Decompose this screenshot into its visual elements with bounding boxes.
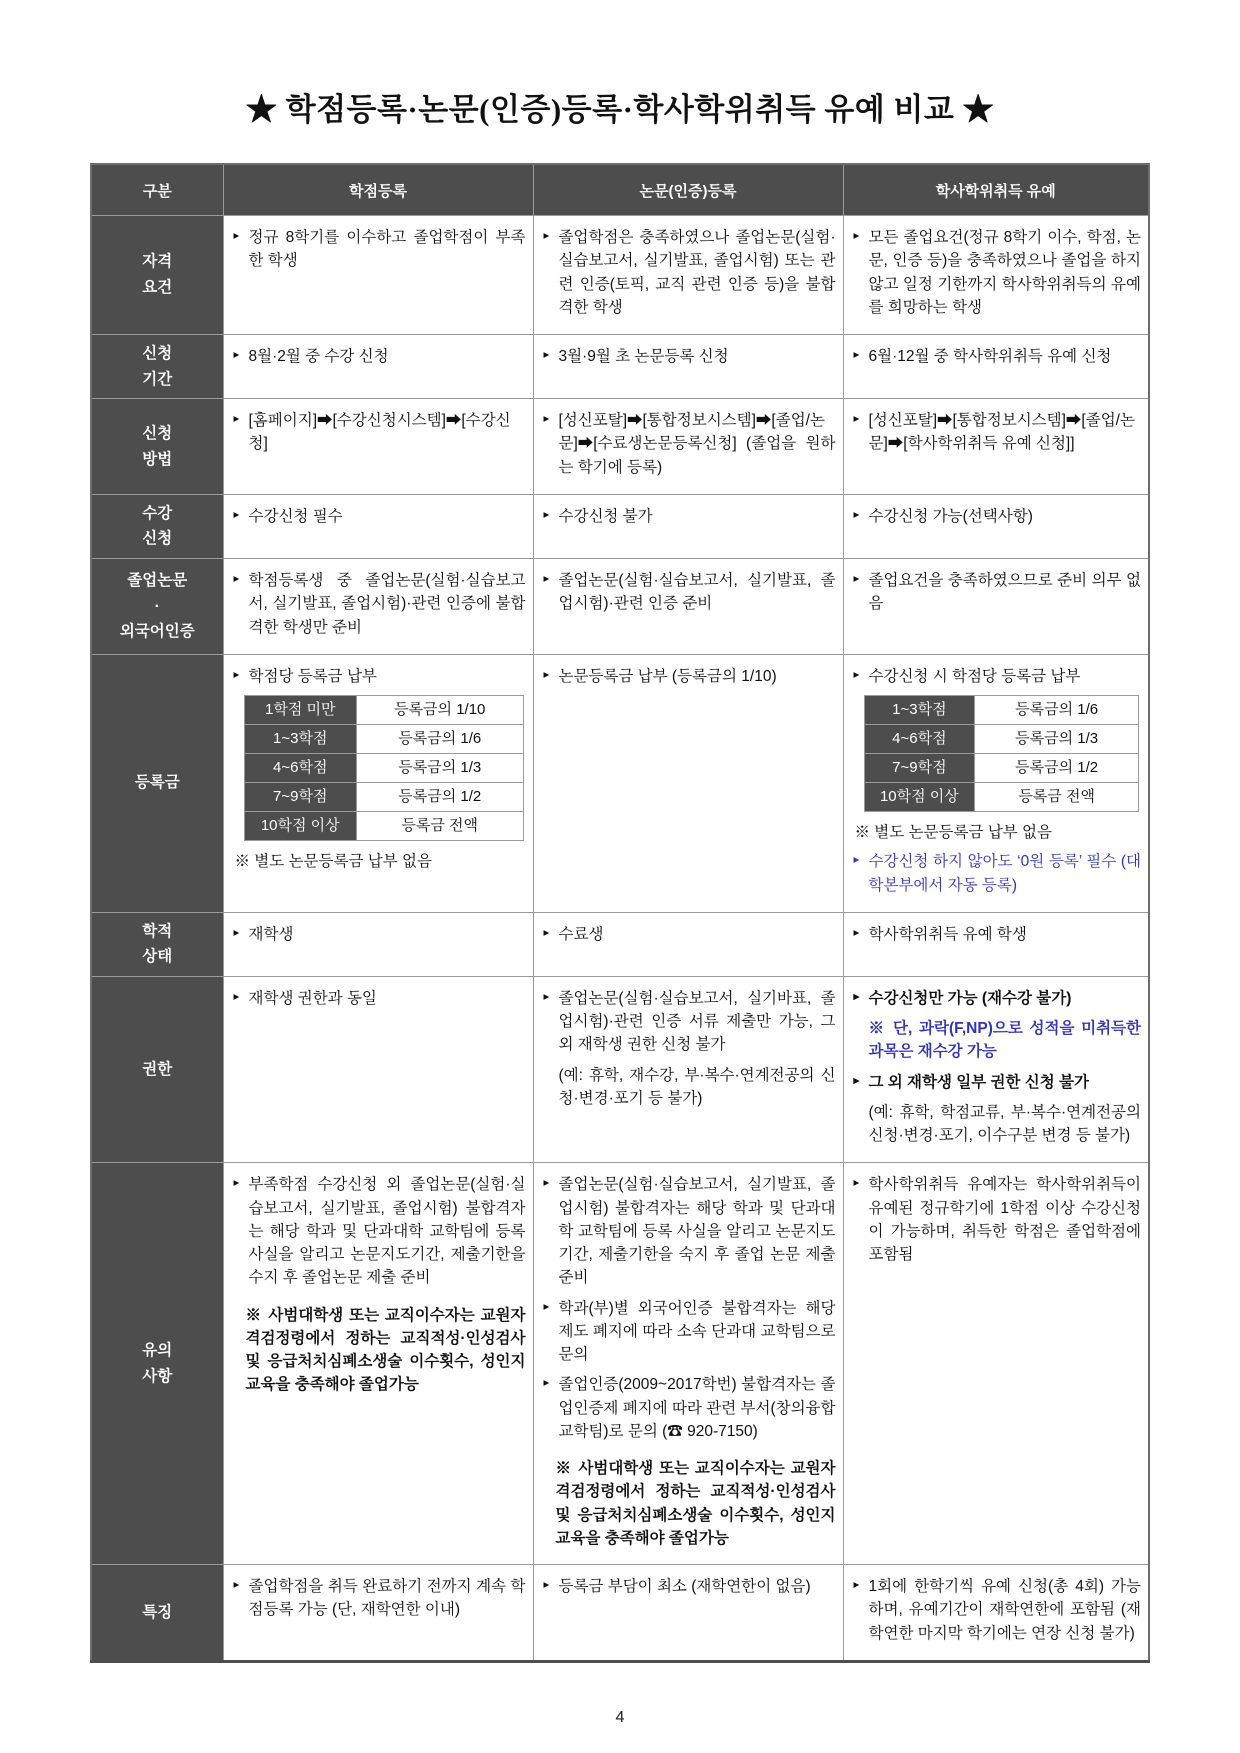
bullet-item <box>543 345 836 368</box>
bullet-icon: ▸ <box>543 1377 550 1390</box>
bullet-icon: ▸ <box>233 230 240 242</box>
bullet-item <box>853 923 1142 946</box>
table-cell <box>843 216 1149 335</box>
star-icon: ★ <box>245 92 278 127</box>
note-text: ※ 별도 논문등록금 납부 없음 <box>234 853 432 870</box>
item-text: 학사학위취득 유예자는 학사학위취득이 유예된 정규학기에 1학점 이상 수강신청이 가능하며, 취득한 학점은 졸업학점에 포함됨 <box>868 1176 1141 1264</box>
bullet-icon: ▸ <box>543 990 550 1003</box>
bullet-icon: ▸ <box>853 413 860 426</box>
table-cell <box>533 559 843 655</box>
bullet-item <box>233 345 526 368</box>
table-cell <box>533 494 843 558</box>
bullet-icon: ▸ <box>233 926 240 939</box>
item-text: 수료생 <box>558 925 604 943</box>
item-text: 졸업논문(실험·실습보고서, 실기바표, 졸업시험)·관련 인증 서류 제출만 가능, 그 외 재학생 권한 신청 불가 <box>558 989 836 1054</box>
row-label: 신청 기간 <box>91 335 223 399</box>
item-text: 6월·12월 중 학사학위취득 유예 신청 <box>868 348 1112 365</box>
fee-row: 1학점 미만 등록금의 1/10 <box>244 696 523 725</box>
item-text: 그 외 재학생 일부 권한 신청 불가 <box>868 1073 1089 1091</box>
fee-row: 7~9학점 등록금의 1/2 <box>864 754 1139 783</box>
table-cell <box>223 1163 533 1565</box>
bullet-item <box>233 226 526 273</box>
bullet-icon: ▸ <box>853 1579 860 1592</box>
item-text: 졸업요건을 충족하였으므로 준비 의무 없음 <box>868 572 1141 613</box>
row-label: 권한 <box>91 976 223 1163</box>
table-cell <box>223 216 533 335</box>
row-label: 신청 방법 <box>91 399 223 495</box>
item-text: 재학생 권한과 동일 <box>248 989 377 1007</box>
bullet-item <box>543 1297 836 1367</box>
table-row-status <box>91 912 1149 976</box>
bullet-icon: ▸ <box>233 990 240 1003</box>
row-label: 졸업논문 · 외국어인증 <box>91 559 223 655</box>
bullet-item <box>233 665 526 688</box>
bullet-item <box>853 665 1142 688</box>
table-cell <box>843 1565 1149 1662</box>
table-cell <box>843 399 1149 495</box>
row-label: 학적 상태 <box>91 912 223 976</box>
bullet-icon: ▸ <box>543 230 550 242</box>
bullet-item <box>543 923 836 946</box>
item-text: 논문등록금 납부 (등록금의 1/10) <box>558 667 777 685</box>
bullet-item <box>543 665 836 688</box>
table-cell <box>223 654 533 912</box>
table-row-thesis <box>91 559 1149 655</box>
bullet-item <box>853 345 1142 368</box>
item-text: 재학생 <box>248 925 294 943</box>
table-cell <box>223 912 533 976</box>
bullet-item <box>233 987 526 1010</box>
table-cell <box>843 976 1149 1163</box>
bullet-item <box>853 226 1142 319</box>
comparison-table <box>90 163 1150 1663</box>
item-text: 8월·2월 중 수강 신청 <box>248 348 389 365</box>
item-text: 수강신청 불가 <box>558 507 653 525</box>
table-cell <box>223 335 533 399</box>
bullet-icon: ▸ <box>853 668 860 681</box>
row-label: 수강 신청 <box>91 494 223 558</box>
row-label: 유의 사항 <box>91 1163 223 1565</box>
table-cell <box>223 976 533 1163</box>
table-row-period <box>91 335 1149 399</box>
bullet-item <box>543 1575 836 1598</box>
bullet-item <box>853 1173 1142 1266</box>
title-text: 학점등록·논문(인증)등록·학사학위취득 유예 비교 <box>285 92 955 127</box>
bullet-icon: ▸ <box>853 230 860 242</box>
table-cell <box>843 912 1149 976</box>
bullet-icon: ▸ <box>853 508 860 521</box>
fee-row: 4~6학점 등록금의 1/3 <box>864 725 1139 754</box>
table-cell <box>223 399 533 495</box>
fee-row: 10학점 이상 등록금 전액 <box>244 812 523 841</box>
item-text: 수강신청 시 학점당 등록금 납부 <box>868 667 1081 685</box>
bullet-icon: ▸ <box>543 1177 550 1190</box>
bullet-icon: ▸ <box>853 990 860 1003</box>
table-cell <box>223 494 533 558</box>
fee-row: 1~3학점 등록금의 1/6 <box>244 725 523 754</box>
item-text: 졸업논문(실험·실습보고서, 실기발표, 졸업시험)·관련 인증 준비 <box>558 572 836 613</box>
table-cell <box>533 335 843 399</box>
row-label: 특징 <box>91 1565 223 1662</box>
item-text: [홈페이지]➡[수강신청시스템]➡[수강신청] <box>248 412 511 453</box>
bullet-item <box>853 987 1142 1010</box>
item-text: 수강신청 가능(선택사항) <box>868 507 1033 525</box>
item-text: 학점등록생 중 졸업논문(실험·실습보고서, 실기발표, 졸업시험)·관련 인증에 불합격한 학생만 준비 <box>248 572 526 636</box>
item-continuation: (예: 휴학, 재수강, 부·복수·연계전공의 신청·변경·포기 등 불가) <box>558 1066 836 1107</box>
bullet-item <box>853 1575 1142 1645</box>
fee-row: 4~6학점 등록금의 1/3 <box>244 754 523 783</box>
bullet-icon: ▸ <box>853 1177 860 1190</box>
item-text: 정규 8학기를 이수하고 졸업학점이 부족한 학생 <box>248 229 526 270</box>
item-text: 모든 졸업요건(정규 8학기 이수, 학점, 논문, 인증 등)을 충족하였으나 졸업을 하지 않고 일정 기한까지 학사학위취득의 유예를 희망하는 학생 <box>868 229 1141 316</box>
page-number: 4 <box>615 1708 625 1726</box>
item-text: 학점당 등록금 납부 <box>248 667 377 685</box>
bullet-item <box>233 569 526 639</box>
item-text: [성신포탈]➡[통합정보시스템]➡[졸업/논문]➡[학사학위취득 유예 신청]] <box>868 412 1135 453</box>
table-row-enroll <box>91 494 1149 558</box>
bullet-icon: ▸ <box>543 668 550 681</box>
item-text: 졸업논문(실험·실습보고서, 실기발표, 졸업시험) 불합격자는 해당 학과 및 단과대학 교학팀에 등록 사실을 알리고 논문지도 기간, 제출기한을 숙지 후 졸업 논문 제출 준비 <box>558 1176 836 1287</box>
table-cell <box>223 1565 533 1662</box>
item-text: 부족학점 수강신청 외 졸업논문(실험·실습보고서, 실기발표, 졸업시험) 불합격자는 해당 학과 및 단과대학 교학팀에 등록사실을 알리고 논문지도기간, 제출기한을 수지 후 졸업논문 제출 준비 <box>248 1176 526 1287</box>
table-cell <box>533 912 843 976</box>
fee-row: 1~3학점 등록금의 1/6 <box>864 696 1139 725</box>
column-header-credit: 학점등록 <box>223 164 533 216</box>
item-text: 등록금 부담이 최소 (재학연한이 없음) <box>558 1578 811 1596</box>
bullet-icon: ▸ <box>233 668 240 681</box>
bullet-item <box>543 226 836 319</box>
bullet-item <box>853 505 1142 528</box>
table-cell <box>533 976 843 1163</box>
star-icon: ★ <box>962 92 995 127</box>
table-row-rights <box>91 976 1149 1163</box>
item-text: 졸업학점을 취득 완료하기 전까지 계속 학점등록 가능 (단, 재학연한 이내) <box>248 1578 526 1619</box>
bullet-item <box>543 1373 836 1443</box>
bullet-icon: ▸ <box>233 349 240 361</box>
item-text: 수강신청 필수 <box>248 507 343 525</box>
bullet-icon: ▸ <box>543 1579 550 1592</box>
item-text: 1회에 한학기씩 유예 신청(총 4회) 가능하며, 유예기간이 재학연한에 포함됨 (재학연한 마지막 학기에는 연장 신청 불가) <box>868 1578 1141 1642</box>
table-row-eligibility <box>91 216 1149 335</box>
bullet-item <box>233 923 526 946</box>
bullet-item <box>233 409 526 456</box>
note-text: ※ 사범대학생 또는 교직이수자는 교원자격검정령에서 정하는 교직적성·인성검사 및 응급처치심폐소생술 이수횟수, 성인지 교육을 충족해야 졸업가능 <box>245 1306 526 1394</box>
bullet-item <box>233 1575 526 1622</box>
table-cell <box>533 216 843 335</box>
fee-row: 7~9학점 등록금의 1/2 <box>244 783 523 812</box>
table-cell <box>843 494 1149 558</box>
table-row-tuition <box>91 654 1149 912</box>
table-cell <box>843 1163 1149 1565</box>
fee-table <box>864 695 1140 812</box>
item-text: 졸업학점은 충족하였으나 졸업논문(실험·실습보고서, 실기발표, 졸업시험) 또는 관련 인증(토픽, 교직 관련 인증 등)을 불합격한 학생 <box>558 229 836 316</box>
table-cell <box>223 559 533 655</box>
bullet-item <box>233 1173 526 1289</box>
item-text: [성신포탈]➡[통합정보시스템]➡[졸업/논문]➡[수료생논문등록신청] (졸업을 원하는 학기에 등록) <box>558 412 836 476</box>
fee-row: 10학점 이상 등록금 전액 <box>864 783 1139 812</box>
table-row-method <box>91 399 1149 495</box>
bullet-item <box>853 409 1142 456</box>
row-label: 자격 요건 <box>91 216 223 335</box>
item-continuation: (예: 휴학, 학점교류, 부·복수·연계전공의 신청·변경·포기, 이수구분 변경 등 불가) <box>868 1103 1141 1145</box>
table-cell <box>533 654 843 912</box>
item-text: 수강신청만 가능 (재수강 불가) <box>868 989 1072 1007</box>
bullet-icon: ▸ <box>543 349 550 361</box>
bullet-icon: ▸ <box>853 573 860 585</box>
table-row-notes <box>91 1163 1149 1565</box>
item-text: 수강신청 하지 않아도 ‘0원 등록’ 필수 (대학본부에서 자동 등록) <box>868 853 1141 894</box>
table-cell <box>533 399 843 495</box>
note-text: ※ 사범대학생 또는 교직이수자는 교원자격검정령에서 정하는 교직적성·인성검사 및 응급처치심폐소생술 이수횟수, 성인지 교육을 충족해야 졸업가능 <box>555 1460 836 1547</box>
bullet-icon: ▸ <box>543 573 550 585</box>
bullet-item <box>233 505 526 528</box>
item-text: 학과(부)별 외국어인증 불합격자는 해당 제도 폐지에 따라 소속 단과대 교학팀으로 문의 <box>558 1299 836 1364</box>
table-cell <box>843 654 1149 912</box>
bullet-icon: ▸ <box>543 1300 550 1313</box>
row-label: 등록금 <box>91 654 223 912</box>
table-cell <box>843 559 1149 655</box>
bullet-icon: ▸ <box>543 508 550 521</box>
column-header-gubun: 구분 <box>91 164 223 216</box>
table-cell <box>843 335 1149 399</box>
bullet-icon: ▸ <box>233 1579 240 1592</box>
header-row <box>91 164 1149 216</box>
bullet-item <box>853 1071 1142 1094</box>
item-text: 졸업인증(2009~2017학번) 불합격자는 졸업인증제 폐지에 따라 관련 부서(창의융합 교학팀)로 문의 (☎ 920-7150) <box>558 1376 836 1440</box>
bullet-icon: ▸ <box>233 1177 240 1190</box>
bullet-icon: ▸ <box>853 854 860 867</box>
column-header-deferral: 학사학위취득 유예 <box>843 164 1149 216</box>
bullet-item <box>543 987 836 1057</box>
column-header-thesis: 논문(인증)등록 <box>533 164 843 216</box>
bullet-icon: ▸ <box>233 508 240 521</box>
table-cell <box>533 1565 843 1662</box>
bullet-icon: ▸ <box>853 1074 860 1087</box>
bullet-icon: ▸ <box>853 926 860 939</box>
item-text: 학사학위취득 유예 학생 <box>868 925 1027 943</box>
note-text: ※ 별도 논문등록금 납부 없음 <box>854 824 1052 841</box>
bullet-icon: ▸ <box>853 349 860 361</box>
table-row-features <box>91 1565 1149 1662</box>
table-cell <box>533 1163 843 1565</box>
bullet-icon: ▸ <box>543 926 550 939</box>
bullet-item-highlight <box>853 850 1142 897</box>
bullet-item <box>543 409 836 479</box>
fee-table <box>244 695 524 841</box>
bullet-icon: ▸ <box>233 413 240 426</box>
bullet-item <box>853 569 1142 616</box>
bullet-item <box>543 505 836 528</box>
bullet-item <box>543 1173 836 1289</box>
item-text: 3월·9월 초 논문등록 신청 <box>558 348 729 365</box>
bullet-icon: ▸ <box>233 573 240 585</box>
bullet-icon: ▸ <box>543 413 550 426</box>
page-title <box>0 84 1240 129</box>
note-text-highlight: ※ 단, 과락(F,NP)으로 성적을 미취득한 과목은 재수강 가능 <box>868 1020 1141 1061</box>
bullet-item <box>543 569 836 616</box>
